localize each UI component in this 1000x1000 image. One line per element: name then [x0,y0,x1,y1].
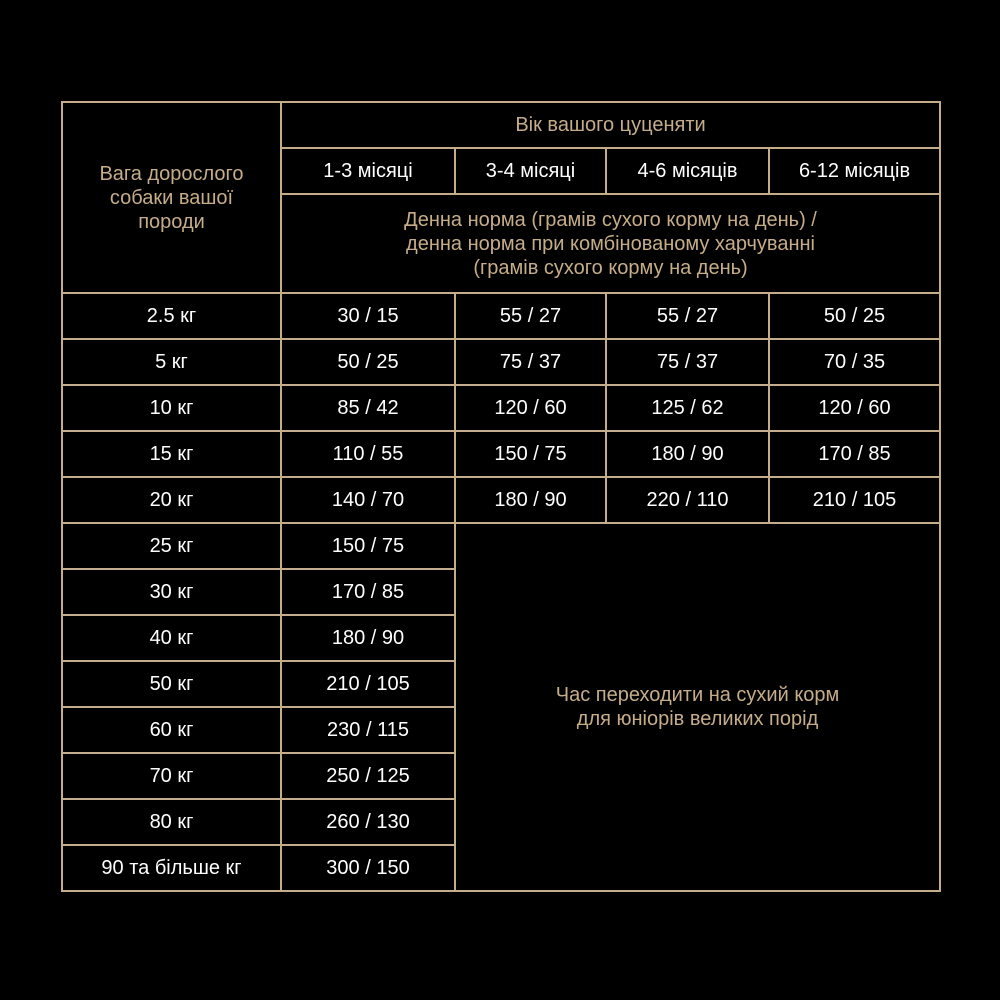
value-cell: 180 / 90 [606,431,769,477]
table-row [62,385,940,431]
value-cell: 150 / 75 [455,431,606,477]
weight-cell: 30 кг [62,569,281,615]
value-cell: 75 / 37 [455,339,606,385]
value-cell: 55 / 27 [455,293,606,339]
value-cell: 120 / 60 [455,385,606,431]
norm-line: денна норма при комбінованому харчуванні [406,232,815,255]
value-cell: 70 / 35 [769,339,940,385]
value-cell: 50 / 25 [281,339,455,385]
weight-cell: 10 кг [62,385,281,431]
weight-cell: 60 кг [62,707,281,753]
value-cell: 120 / 60 [769,385,940,431]
value-cell: 110 / 55 [281,431,455,477]
header-month-1-3: 1-3 місяці [281,148,455,194]
table-row [62,339,940,385]
header-daily-norm [281,194,940,293]
table-row [62,523,940,569]
value-cell: 75 / 37 [606,339,769,385]
weight-cell: 20 кг [62,477,281,523]
header-month-6-12: 6-12 місяців [769,148,940,194]
switch-to-junior-food-message [455,523,940,891]
header-month-3-4: 3-4 місяці [455,148,606,194]
table-row [62,431,940,477]
value-cell: 55 / 27 [606,293,769,339]
weight-cell: 50 кг [62,661,281,707]
value-cell: 30 / 15 [281,293,455,339]
value-cell: 260 / 130 [281,799,455,845]
header-weight-line: Вага дорослого [99,162,244,185]
value-cell: 210 / 105 [769,477,940,523]
value-cell: 170 / 85 [281,569,455,615]
weight-cell: 70 кг [62,753,281,799]
value-cell: 50 / 25 [769,293,940,339]
header-weight-line: породи [138,210,205,233]
value-cell: 140 / 70 [281,477,455,523]
table-row [62,293,940,339]
value-cell: 210 / 105 [281,661,455,707]
header-row-age [62,102,940,148]
value-cell: 150 / 75 [281,523,455,569]
value-cell: 85 / 42 [281,385,455,431]
header-weight-line: собаки вашої [109,186,234,209]
norm-line: Денна норма (грамів сухого корму на день) / [404,208,817,231]
value-cell: 180 / 90 [455,477,606,523]
header-adult-weight [62,102,281,293]
value-cell: 250 / 125 [281,753,455,799]
header-month-4-6: 4-6 місяців [606,148,769,194]
header-puppy-age: Вік вашого цуценяти [281,102,940,148]
value-cell: 125 / 62 [606,385,769,431]
table-row [62,477,940,523]
message-line: Час переходити на сухий корм [555,684,840,706]
value-cell: 300 / 150 [281,845,455,891]
weight-cell: 90 та більше кг [62,845,281,891]
weight-cell: 40 кг [62,615,281,661]
weight-cell: 5 кг [62,339,281,385]
weight-cell: 25 кг [62,523,281,569]
feeding-table [61,101,941,892]
value-cell: 170 / 85 [769,431,940,477]
value-cell: 220 / 110 [606,477,769,523]
norm-line: (грамів сухого корму на день) [473,256,748,279]
weight-cell: 80 кг [62,799,281,845]
value-cell: 230 / 115 [281,707,455,753]
weight-cell: 2.5 кг [62,293,281,339]
value-cell: 180 / 90 [281,615,455,661]
weight-cell: 15 кг [62,431,281,477]
message-line: для юніорів великих порід [576,708,819,730]
